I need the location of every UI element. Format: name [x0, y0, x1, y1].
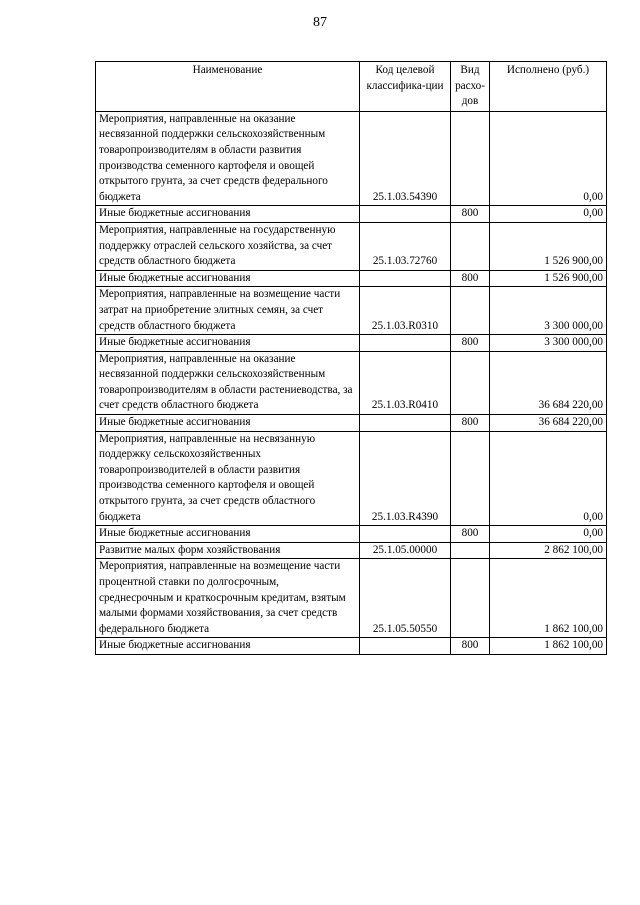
row-type	[451, 351, 490, 414]
table-row	[96, 638, 607, 655]
row-amount: 0,00	[490, 526, 607, 543]
row-name: Мероприятия, направленные на оказание несвязанной поддержки сельскохозяйственным товаропроизводителям в области развития производства семенного картофеля и овощей открытого грунта, за счет средств федерального бюджета	[96, 111, 360, 206]
row-type	[451, 542, 490, 559]
row-type: 800	[451, 415, 490, 432]
row-amount: 0,00	[490, 111, 607, 206]
row-type: 800	[451, 638, 490, 655]
row-amount: 1 862 100,00	[490, 638, 607, 655]
header-type: Вид расхо-дов	[451, 62, 490, 112]
header-code: Код целевой классифика-ции	[360, 62, 451, 112]
row-type	[451, 222, 490, 270]
row-code: 25.1.03.54390	[360, 111, 451, 206]
page-number: 87	[313, 15, 327, 30]
row-type: 800	[451, 526, 490, 543]
table-row	[96, 559, 607, 638]
row-code: 25.1.03.R0410	[360, 351, 451, 414]
row-name: Иные бюджетные ассигнования	[96, 638, 360, 655]
row-code	[360, 638, 451, 655]
row-code	[360, 270, 451, 287]
row-code: 25.1.05.50550	[360, 559, 451, 638]
table-row	[96, 431, 607, 526]
table-row	[96, 222, 607, 270]
table-row	[96, 526, 607, 543]
row-code	[360, 335, 451, 352]
row-name: Иные бюджетные ассигнования	[96, 206, 360, 223]
table-row	[96, 542, 607, 559]
header-name: Наименование	[96, 62, 360, 112]
row-code: 25.1.05.00000	[360, 542, 451, 559]
row-type	[451, 111, 490, 206]
table-row	[96, 206, 607, 223]
row-amount: 1 526 900,00	[490, 222, 607, 270]
row-amount: 1 526 900,00	[490, 270, 607, 287]
row-amount: 2 862 100,00	[490, 542, 607, 559]
row-code	[360, 526, 451, 543]
row-type: 800	[451, 270, 490, 287]
row-amount: 3 300 000,00	[490, 287, 607, 335]
table-row	[96, 335, 607, 352]
table-row	[96, 111, 607, 206]
row-amount: 0,00	[490, 431, 607, 526]
row-name: Иные бюджетные ассигнования	[96, 270, 360, 287]
table-row	[96, 415, 607, 432]
table-row	[96, 270, 607, 287]
budget-table	[95, 61, 607, 655]
row-name: Мероприятия, направленные на оказание несвязанной поддержки сельскохозяйственным товаропроизводителям в области растениеводства, за счет средств областного бюджета	[96, 351, 360, 414]
row-type	[451, 287, 490, 335]
table-row	[96, 287, 607, 335]
row-amount: 36 684 220,00	[490, 351, 607, 414]
row-code	[360, 206, 451, 223]
row-type	[451, 559, 490, 638]
row-amount: 1 862 100,00	[490, 559, 607, 638]
row-code: 25.1.03.72760	[360, 222, 451, 270]
row-type: 800	[451, 206, 490, 223]
row-code	[360, 415, 451, 432]
row-code: 25.1.03.R0310	[360, 287, 451, 335]
table-row	[96, 351, 607, 414]
row-amount: 3 300 000,00	[490, 335, 607, 352]
row-name: Мероприятия, направленные на возмещение части затрат на приобретение элитных семян, за счет средств областного бюджета	[96, 287, 360, 335]
row-code: 25.1.03.R4390	[360, 431, 451, 526]
row-amount: 36 684 220,00	[490, 415, 607, 432]
row-type: 800	[451, 335, 490, 352]
row-type	[451, 431, 490, 526]
header-amount: Исполнено (руб.)	[490, 62, 607, 112]
row-name: Иные бюджетные ассигнования	[96, 526, 360, 543]
row-name: Мероприятия, направленные на государственную поддержку отраслей сельского хозяйства, за счет средств областного бюджета	[96, 222, 360, 270]
row-name: Иные бюджетные ассигнования	[96, 335, 360, 352]
row-name: Развитие малых форм хозяйствования	[96, 542, 360, 559]
row-name: Иные бюджетные ассигнования	[96, 415, 360, 432]
row-name: Мероприятия, направленные на возмещение части процентной ставки по долгосрочным, среднесрочным и краткосрочным кредитам, взятым малыми формами хозяйствования, за счет средств федерального бюджета	[96, 559, 360, 638]
row-name: Мероприятия, направленные на несвязанную поддержку сельскохозяйственных товаропроизводителей в области развития производства семенного картофеля и овощей открытого грунта, за счет средств областного бюджета	[96, 431, 360, 526]
table-header-row	[96, 62, 607, 112]
row-amount: 0,00	[490, 206, 607, 223]
